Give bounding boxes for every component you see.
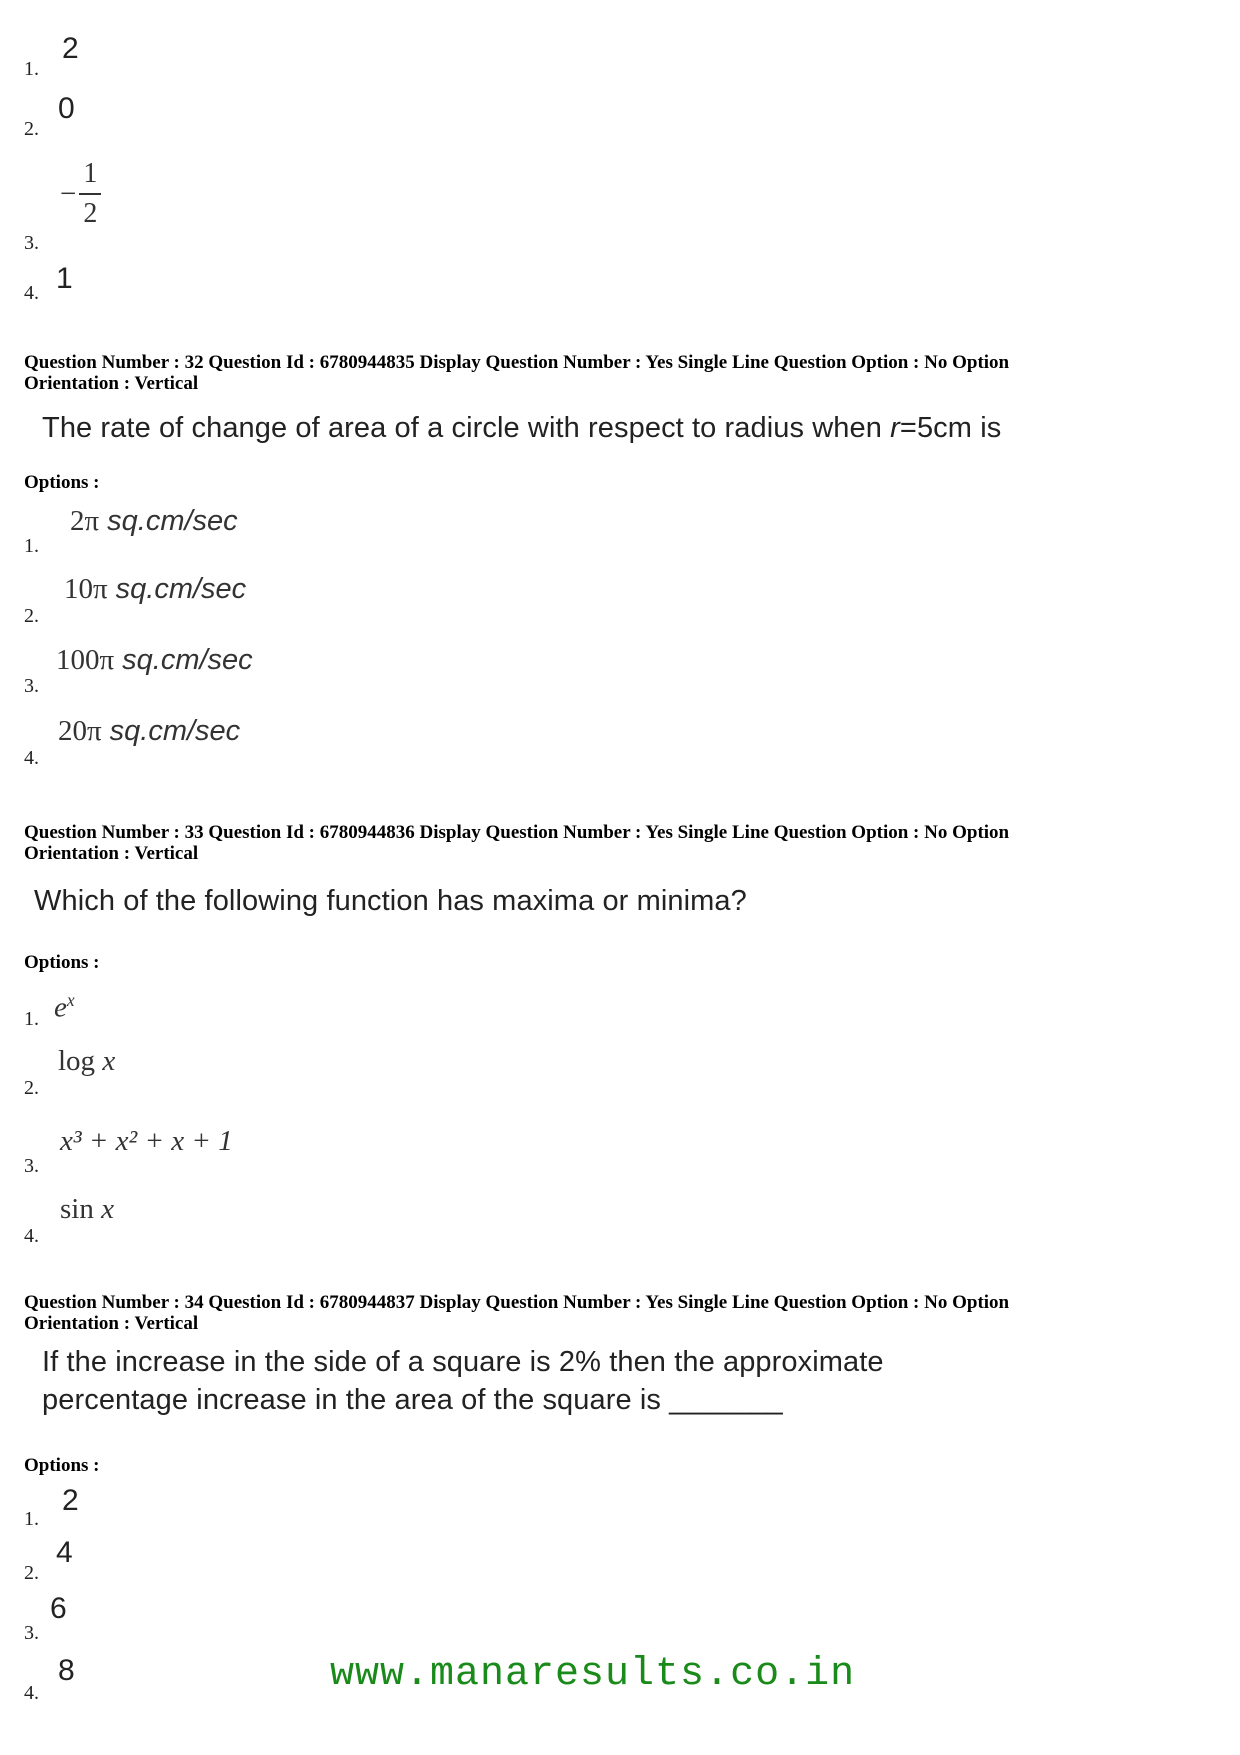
option-unit: sq.cm/sec — [115, 573, 247, 605]
option-unit: sq.cm/sec — [122, 644, 253, 676]
option-unit: sq.cm/sec — [107, 505, 238, 537]
options-label: Options : — [24, 952, 100, 973]
option-value — [58, 715, 240, 748]
fraction-option — [60, 158, 101, 230]
option-coefficient: 10π — [64, 573, 108, 605]
option-number: 3. — [24, 232, 39, 254]
question-variable: r — [890, 412, 900, 444]
option-number: 4. — [24, 1225, 39, 1247]
option-number: 3. — [24, 1622, 39, 1644]
option-value: 2 — [62, 32, 79, 65]
option-coefficient: 2π — [70, 505, 100, 537]
option-value — [58, 1045, 115, 1078]
fraction-denominator: 2 — [83, 198, 98, 229]
option-number: 1. — [24, 535, 39, 557]
option-value — [60, 1193, 114, 1226]
option-value: 2 — [62, 1484, 79, 1517]
fraction-bar — [79, 193, 101, 195]
question-meta-line: Question Number : 34 Question Id : 6780944837 Display Question Number : Yes Single Line Question Option : No Option — [24, 1292, 1010, 1313]
option-value: 8 — [58, 1654, 75, 1687]
option-coefficient: 20π — [58, 715, 102, 747]
option-number: 2. — [24, 605, 39, 627]
question-meta — [24, 352, 1204, 394]
option-number: 2. — [24, 118, 39, 140]
question-text-part: =5cm is — [899, 412, 1002, 444]
option-value: x³ + x² + x + 1 — [60, 1125, 233, 1157]
option-number: 1. — [24, 1008, 39, 1030]
option-number: 2. — [24, 1077, 39, 1099]
function-argument: x — [102, 1045, 116, 1077]
question-text-part: The rate of change of area of a circle with respect to radius when — [42, 412, 891, 444]
option-number: 4. — [24, 747, 39, 769]
function-name: log — [58, 1045, 96, 1077]
question-meta — [24, 1292, 1204, 1334]
question-text-line: percentage increase in the area of the square is _______ — [42, 1384, 783, 1416]
question-meta-line: Orientation : Vertical — [24, 843, 199, 864]
options-label: Options : — [24, 472, 100, 493]
exp-base: e — [54, 991, 67, 1024]
footer-url: www.manaresults.co.in — [330, 1652, 856, 1697]
exp-power: x — [66, 990, 75, 1010]
option-value: 0 — [58, 92, 75, 125]
question-meta-line: Orientation : Vertical — [24, 1313, 199, 1334]
option-number: 4. — [24, 282, 39, 304]
option-value — [54, 990, 75, 1025]
option-value — [56, 644, 253, 677]
option-value: 1 — [56, 262, 73, 295]
option-number: 4. — [24, 1682, 39, 1704]
question-meta — [24, 822, 1204, 864]
question-text — [42, 1343, 884, 1419]
fraction — [79, 158, 101, 230]
option-number: 3. — [24, 675, 39, 697]
function-argument: x — [101, 1193, 114, 1225]
options-label: Options : — [24, 1455, 100, 1476]
option-number: 3. — [24, 1155, 39, 1177]
option-number: 1. — [24, 1508, 39, 1530]
question-text — [42, 412, 1001, 445]
question-text-line: If the increase in the side of a square is 2% then the approximate — [42, 1346, 884, 1378]
option-number: 1. — [24, 58, 39, 80]
minus-sign: − — [60, 177, 77, 210]
question-meta-line: Question Number : 32 Question Id : 6780944835 Display Question Number : Yes Single Line Question Option : No Option — [24, 352, 1010, 373]
option-value — [64, 573, 246, 606]
option-value: 6 — [50, 1592, 67, 1625]
option-coefficient: 100π — [56, 644, 115, 676]
function-name: sin — [60, 1193, 94, 1225]
option-number: 2. — [24, 1562, 39, 1584]
option-value — [70, 505, 238, 538]
question-meta-line: Orientation : Vertical — [24, 373, 199, 394]
question-meta-line: Question Number : 33 Question Id : 6780944836 Display Question Number : Yes Single Line Question Option : No Option — [24, 822, 1010, 843]
option-value: 4 — [56, 1536, 73, 1569]
option-unit: sq.cm/sec — [109, 715, 241, 747]
fraction-numerator: 1 — [83, 158, 98, 189]
question-text: Which of the following function has maxima or minima? — [34, 885, 747, 917]
